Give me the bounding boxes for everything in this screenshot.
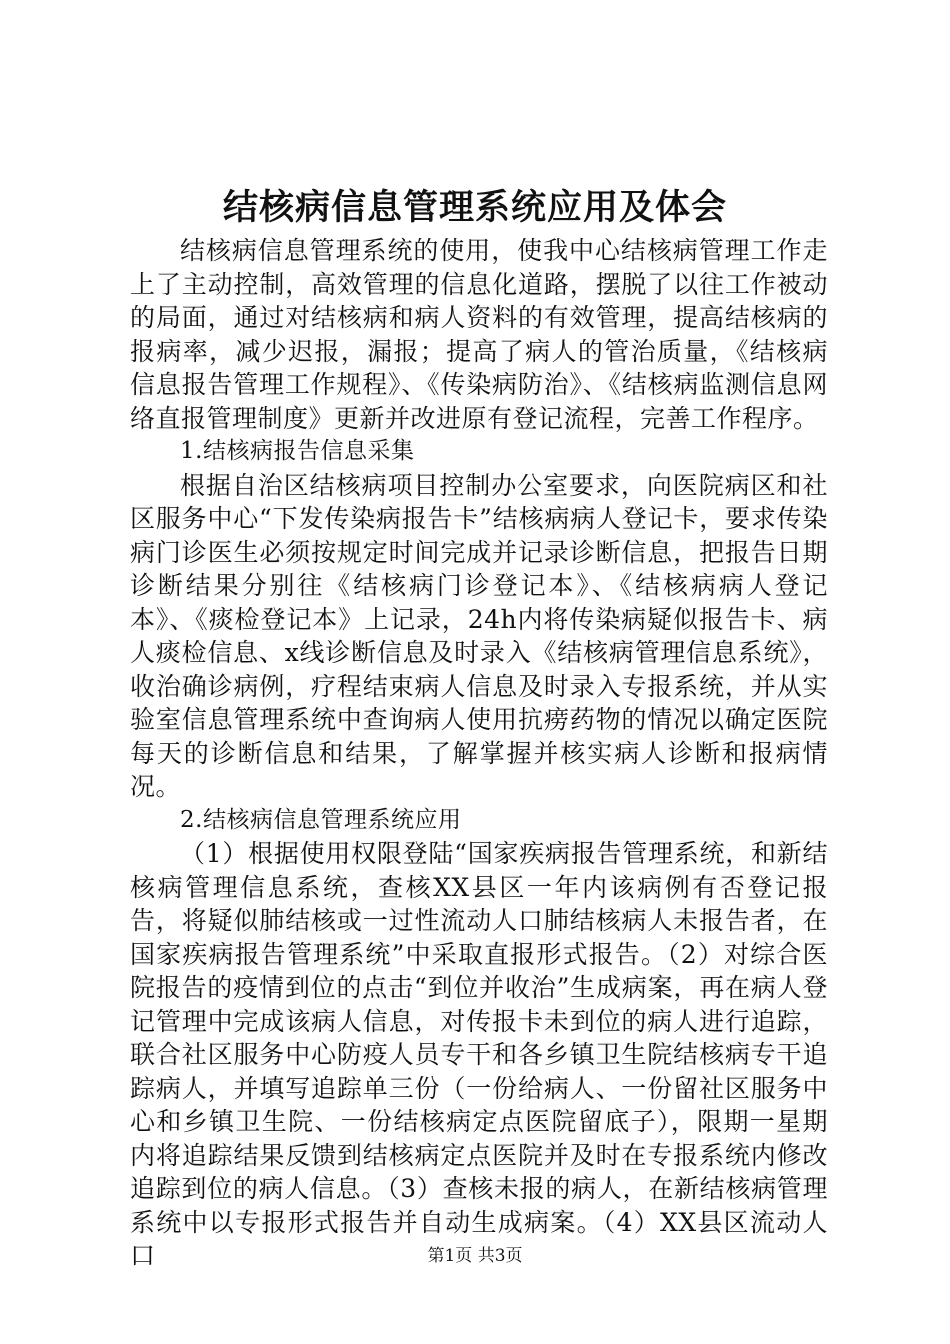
document-body bbox=[130, 234, 828, 1273]
document-title: 结核病信息管理系统应用及体会 bbox=[222, 187, 727, 228]
section-heading-1: 1.结核病报告信息采集 bbox=[180, 438, 415, 464]
intro-paragraph: 结核病信息管理系统的使用，使我中心结核病管理工作走上了主动控制，高效管理的信息化道路，摆脱了以往工作被动的局面，通过对结核病和病人资料的有效管理，提高结核病的报病率，减少迟报，漏报；提高了病人的管治质量，《结核病信息报告管理工作规程》、《传染病防治》、《结核病监测信息网络直报管理制度》更新并改进原有登记流程，完善工作程序。 bbox=[130, 236, 828, 433]
section-1-paragraph: 根据自治区结核病项目控制办公室要求，向医院病区和社区服务中心“下发传染病报告卡”结核病病人登记卡，要求传染病门诊医生必须按规定时间完成并记录诊断信息，把报告日期诊断结果分别往《结核病门诊登记本》、《结核病病人登记本》、《痰检登记本》上记录，24h内将传染病疑似报告卡、病人痰检信息、x线诊断信息及时录入《结核病管理信息系统》，收治确诊病例，疗程结束病人信息及时录入专报系统，并从实验室信息管理系统中查询病人使用抗痨药物的情况以确定医院每天的诊断信息和结果，了解掌握并核实病人诊断和报病情况。 bbox=[130, 470, 828, 801]
page-footer: 第1页 共3页 bbox=[427, 1246, 523, 1266]
section-heading-2: 2.结核病信息管理系统应用 bbox=[180, 806, 462, 833]
section-2-paragraph: （1）根据使用权限登陆“国家疾病报告管理系统，和新结核病管理信息系统，查核XX县区一年内该病例有否登记报告，将疑似肺结核或一过性流动人口肺结核病人未报告者，在国家疾病报告管理系统”中采取直报形式报告。（2）对综合医院报告的疫情到位的点击“到位并收治”生成病案，再在病人登记管理中完成该病人信息，对传报卡未到位的病人进行追踪，联合社区服务中心防疫人员专干和各乡镇卫生院结核病专干追踪病人，并填写追踪单三份（一份给病人、一份留社区服务中心和乡镇卫生院、一份结核病定点医院留底子），限期一星期内将追踪结果反馈到结核病定点医院并及时在专报系统内修改追踪到位的病人信息。（3）查核未报的病人，在新结核病管理系统中以专报形式报告并自动生成病案。（4）XX县区流动人口 bbox=[130, 839, 828, 1270]
